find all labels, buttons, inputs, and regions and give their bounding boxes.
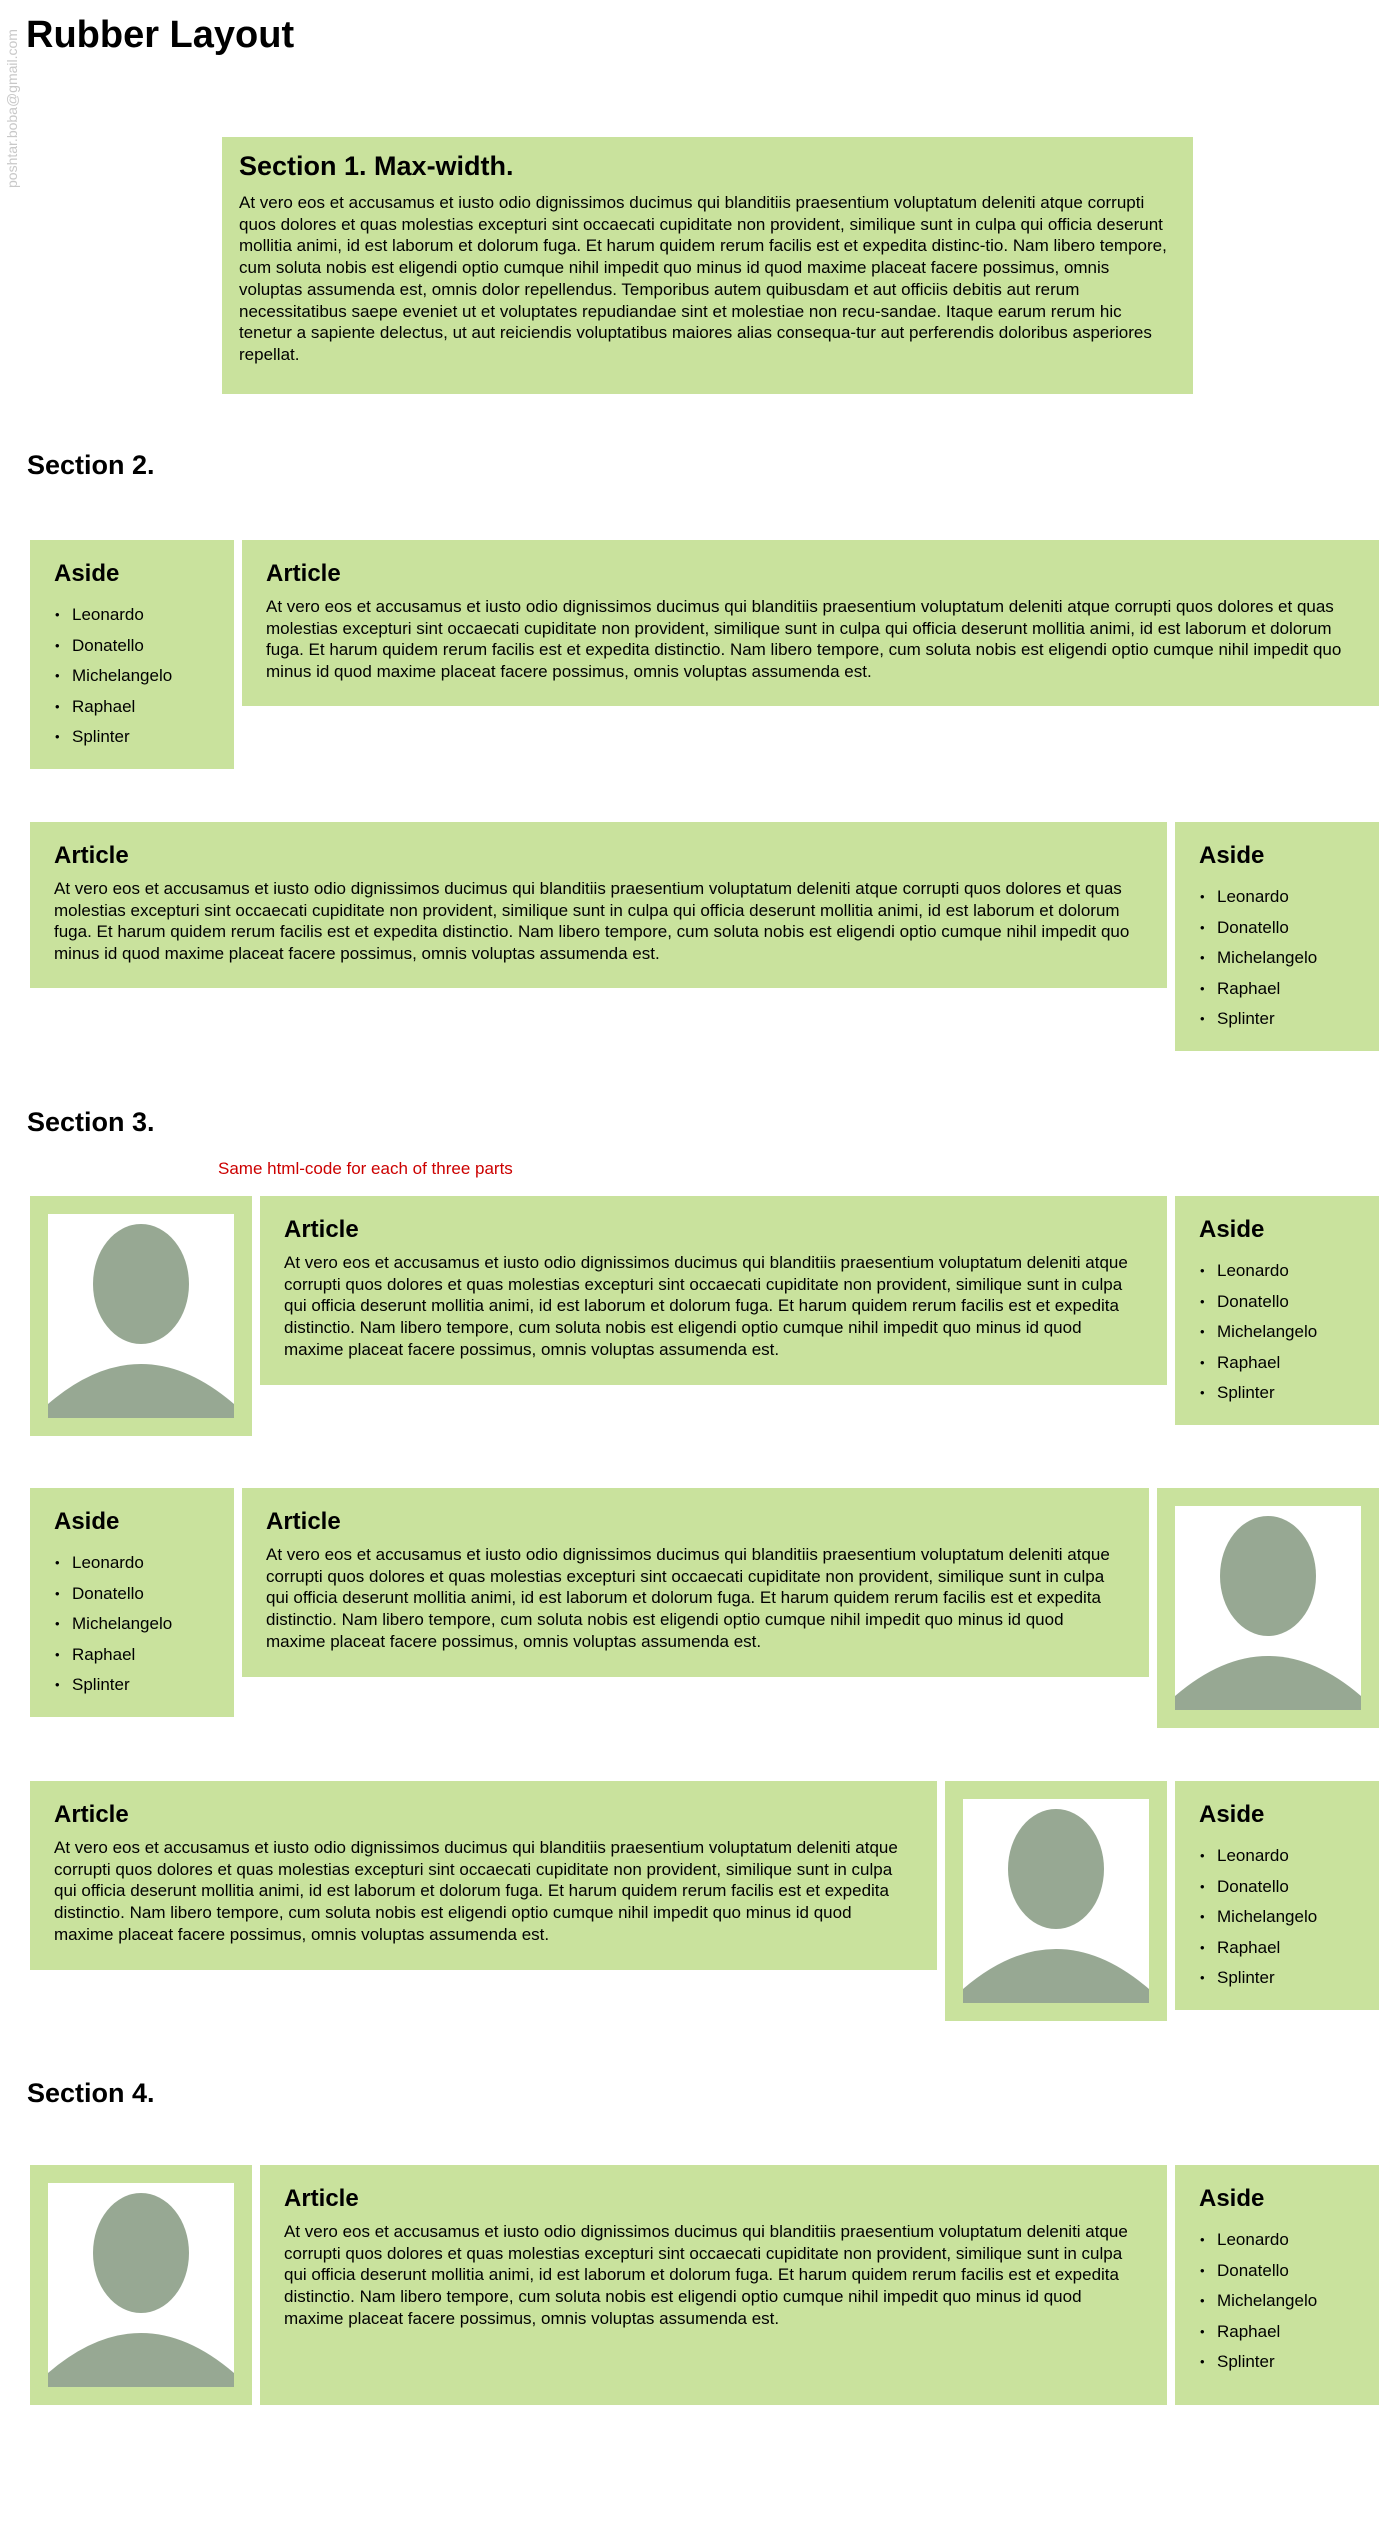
section1-text: At vero eos et accusamus et iusto odio dignissimos ducimus qui blanditiis praesentium voluptatum deleniti atque corrupti quos dolores et quas molestias excepturi sint occaecati cupiditate non provident, similique sunt in culpa qui officia deserunt mollitia animi, id est laborum et dolorum fuga. Et harum quidem rerum facilis est et expedita distinc-tio. Nam libero tempore, cum soluta nobis est eligendi optio cumque nihil impedit quo minus id quod maxime placeat facere possimus, omnis voluptas assumenda est, omnis dolor repellendus. Temporibus autem quibusdam et aut officiis debitis aut rerum necessitatibus saepe eveniet ut et voluptates repudiandae sint et molestiae non recu-sandae. Itaque earum rerum hic tenetur a sapiente delectus, ut aut reiciendis voluptatibus maiores alias consequa-tur aut perferendis doloribus asperiores repellat.: [239, 193, 1167, 364]
article-text: At vero eos et accusamus et iusto odio dignissimos ducimus qui blanditiis praesentium voluptatum deleniti atque corrupti quos dolores et quas molestias excepturi sint occaecati cupiditate non provident, similique sunt in culpa qui officia deserunt mollitia animi, id est laborum et dolorum fuga. Et harum quidem rerum facilis est et expedita distinctio. Nam libero tempore, cum soluta nobis est eligendi optio cumque nihil impedit quo minus id quod maxime placeat facere possimus, omnis voluptas assumenda est.: [266, 597, 1342, 682]
section1-box: [222, 137, 1193, 394]
article-heading: Article: [266, 1508, 341, 1535]
list-item: • Splinter: [1199, 1004, 1355, 1035]
image-box: [30, 1196, 252, 1436]
list-item: • Donatello: [1199, 1872, 1355, 1903]
list-item: • Leonardo: [1199, 1841, 1355, 1872]
article-text: At vero eos et accusamus et iusto odio dignissimos ducimus qui blanditiis praesentium voluptatum deleniti atque corrupti quos dolores et quas molestias excepturi sint occaecati cupiditate non provident, similique sunt in culpa qui officia deserunt mollitia animi, id est laborum et dolorum fuga. Et harum quidem rerum facilis est et expedita distinctio. Nam libero tempore, cum soluta nobis est eligendi optio cumque nihil impedit quo minus id quod maxime placeat facere possimus, omnis voluptas assumenda est.: [54, 1838, 898, 1944]
list-item: • Splinter: [54, 722, 210, 753]
person-icon: [48, 1214, 234, 1418]
list-item: • Donatello: [1199, 2256, 1355, 2287]
list-item: • Raphael: [54, 1640, 210, 1671]
aside-heading: Aside: [1199, 2185, 1265, 2212]
article-heading: Article: [284, 1216, 359, 1243]
article: [30, 822, 1167, 988]
aside-list: [1199, 2225, 1355, 2378]
article: [260, 2165, 1167, 2405]
aside-heading: Aside: [1199, 1801, 1265, 1828]
list-item: • Splinter: [54, 1670, 210, 1701]
aside-list: [1199, 1841, 1355, 1994]
aside-list: [1199, 882, 1355, 1035]
avatar-placeholder: [1175, 1506, 1361, 1710]
image-box: [945, 1781, 1167, 2021]
aside: [1175, 1196, 1379, 1425]
list-item: • Leonardo: [1199, 2225, 1355, 2256]
image-box: [30, 2165, 252, 2405]
vertical-email: poshtar.boba@gmail.com: [4, 29, 20, 188]
list-item: • Raphael: [1199, 1933, 1355, 1964]
section3-note: Same html-code for each of three parts: [218, 1159, 513, 1178]
list-item: • Donatello: [1199, 1287, 1355, 1318]
article-text: At vero eos et accusamus et iusto odio dignissimos ducimus qui blanditiis praesentium voluptatum deleniti atque corrupti quos dolores et quas molestias excepturi sint occaecati cupiditate non provident, similique sunt in culpa qui officia deserunt mollitia animi, id est laborum et dolorum fuga. Et harum quidem rerum facilis est et expedita distinctio. Nam libero tempore, cum soluta nobis est eligendi optio cumque nihil impedit quo minus id quod maxime placeat facere possimus, omnis voluptas assumenda est.: [284, 1253, 1128, 1359]
person-icon: [963, 1799, 1149, 2003]
list-item: • Raphael: [54, 692, 210, 723]
avatar-placeholder: [963, 1799, 1149, 2003]
list-item: • Raphael: [1199, 974, 1355, 1005]
article-heading: Article: [266, 560, 341, 587]
list-item: • Leonardo: [54, 1548, 210, 1579]
aside: [1175, 822, 1379, 1051]
aside: [1175, 2165, 1379, 2405]
list-item: • Michelangelo: [1199, 1317, 1355, 1348]
aside-heading: Aside: [54, 1508, 120, 1535]
aside: [30, 1488, 234, 1717]
aside: [1175, 1781, 1379, 2010]
aside-list: [54, 600, 210, 753]
section1-title: Section 1. Max-width.: [239, 151, 514, 181]
avatar-placeholder: [48, 1214, 234, 1418]
section2-title: Section 2.: [27, 450, 155, 480]
article-text: At vero eos et accusamus et iusto odio dignissimos ducimus qui blanditiis praesentium voluptatum deleniti atque corrupti quos dolores et quas molestias excepturi sint occaecati cupiditate non provident, similique sunt in culpa qui officia deserunt mollitia animi, id est laborum et dolorum fuga. Et harum quidem rerum facilis est et expedita distinctio. Nam libero tempore, cum soluta nobis est eligendi optio cumque nihil impedit quo minus id quod maxime placeat facere possimus, omnis voluptas assumenda est.: [284, 2222, 1128, 2328]
list-item: • Raphael: [1199, 2317, 1355, 2348]
list-item: • Leonardo: [54, 600, 210, 631]
list-item: • Donatello: [1199, 913, 1355, 944]
list-item: • Donatello: [54, 1579, 210, 1610]
list-item: • Splinter: [1199, 1378, 1355, 1409]
page-title: Rubber Layout: [26, 14, 295, 56]
aside: [30, 540, 234, 769]
article-heading: Article: [284, 2185, 359, 2212]
aside-heading: Aside: [1199, 1216, 1265, 1243]
list-item: • Leonardo: [1199, 1256, 1355, 1287]
article-heading: Article: [54, 1801, 129, 1828]
article-text: At vero eos et accusamus et iusto odio dignissimos ducimus qui blanditiis praesentium voluptatum deleniti atque corrupti quos dolores et quas molestias excepturi sint occaecati cupiditate non provident, similique sunt in culpa qui officia deserunt mollitia animi, id est laborum et dolorum fuga. Et harum quidem rerum facilis est et expedita distinctio. Nam libero tempore, cum soluta nobis est eligendi optio cumque nihil impedit quo minus id quod maxime placeat facere possimus, omnis voluptas assumenda est.: [266, 1545, 1110, 1651]
list-item: • Michelangelo: [54, 1609, 210, 1640]
aside-heading: Aside: [54, 560, 120, 587]
list-item: • Michelangelo: [1199, 943, 1355, 974]
article-heading: Article: [54, 842, 129, 869]
person-icon: [48, 2183, 234, 2387]
list-item: • Leonardo: [1199, 882, 1355, 913]
list-item: • Michelangelo: [54, 661, 210, 692]
article: [242, 1488, 1149, 1677]
image-box: [1157, 1488, 1379, 1728]
list-item: • Raphael: [1199, 1348, 1355, 1379]
list-item: • Michelangelo: [1199, 2286, 1355, 2317]
article: [30, 1781, 937, 1970]
aside-list: [54, 1548, 210, 1701]
aside-heading: Aside: [1199, 842, 1265, 869]
article-text: At vero eos et accusamus et iusto odio dignissimos ducimus qui blanditiis praesentium voluptatum deleniti atque corrupti quos dolores et quas molestias excepturi sint occaecati cupiditate non provident, similique sunt in culpa qui officia deserunt mollitia animi, id est laborum et dolorum fuga. Et harum quidem rerum facilis est et expedita distinctio. Nam libero tempore, cum soluta nobis est eligendi optio cumque nihil impedit quo minus id quod maxime placeat facere possimus, omnis voluptas assumenda est.: [54, 879, 1130, 964]
aside-list: [1199, 1256, 1355, 1409]
list-item: • Donatello: [54, 631, 210, 662]
person-icon: [1175, 1506, 1361, 1710]
article: [242, 540, 1379, 706]
section3-title: Section 3.: [27, 1107, 155, 1137]
list-item: • Splinter: [1199, 2347, 1355, 2378]
section4-title: Section 4.: [27, 2078, 155, 2108]
avatar-placeholder: [48, 2183, 234, 2387]
list-item: • Michelangelo: [1199, 1902, 1355, 1933]
list-item: • Splinter: [1199, 1963, 1355, 1994]
article: [260, 1196, 1167, 1385]
